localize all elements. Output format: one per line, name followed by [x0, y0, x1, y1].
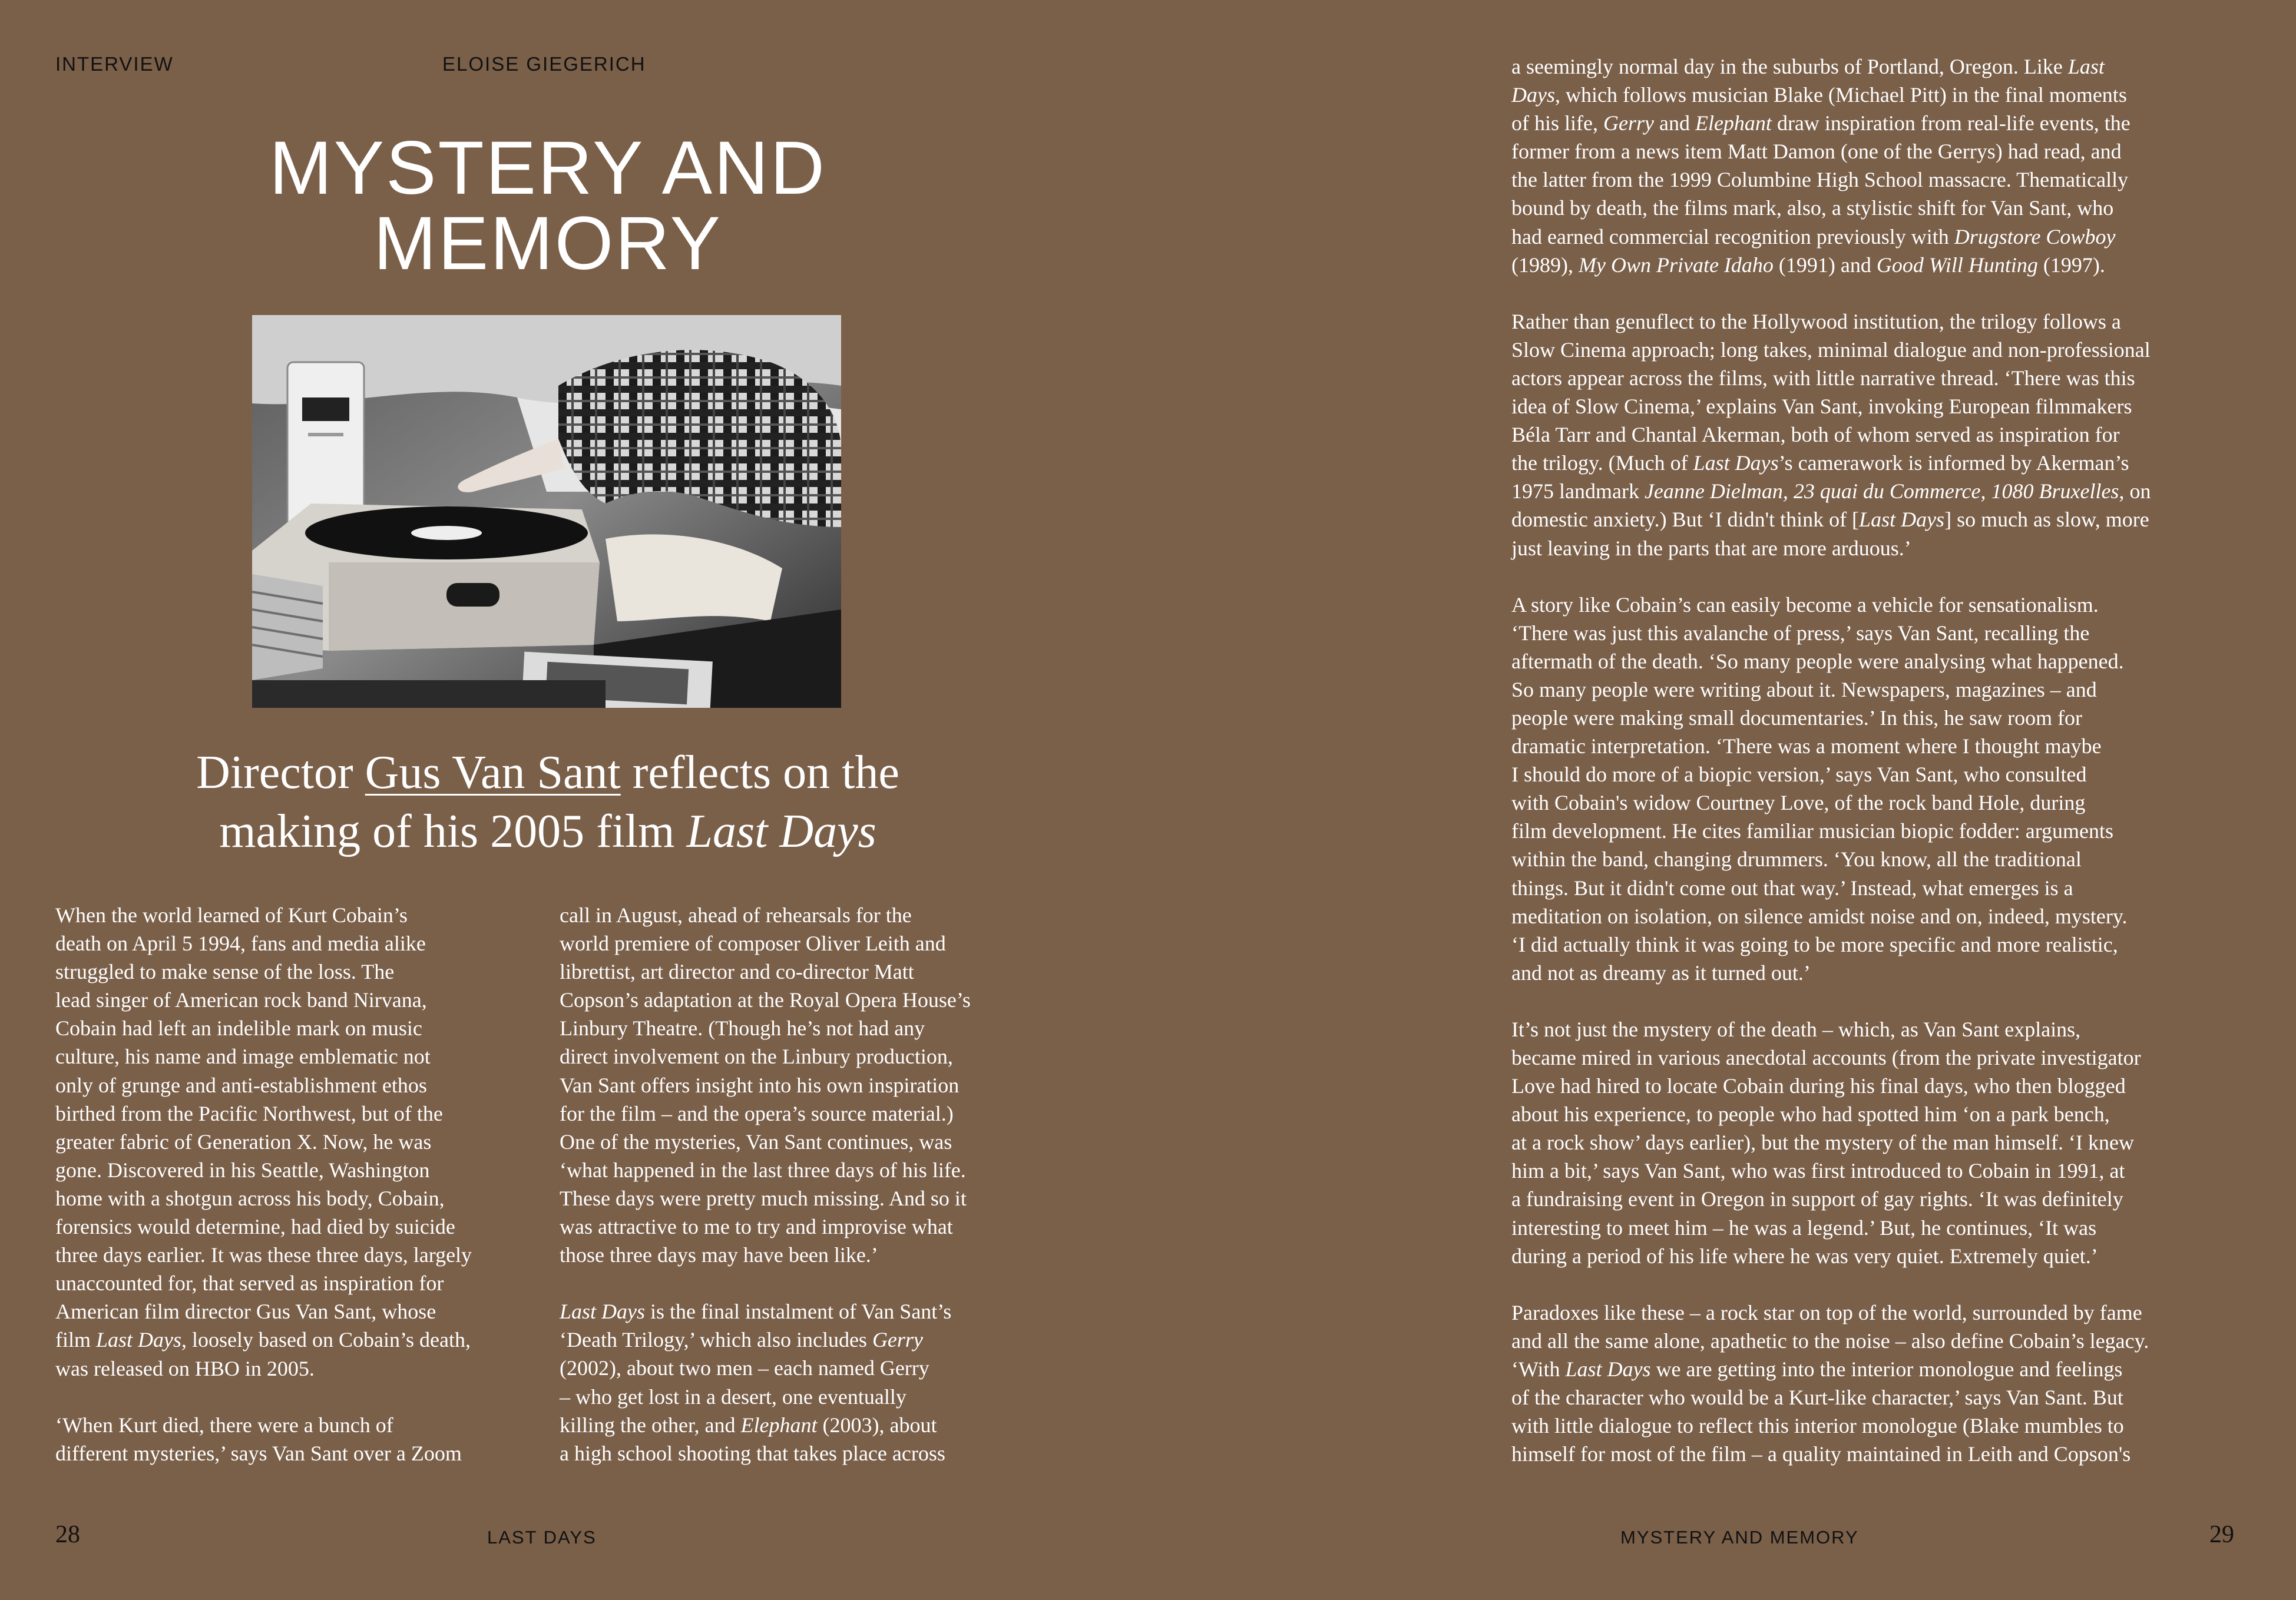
film-title: Last Days — [686, 806, 876, 857]
text-run: about his experience, to people who had spotted him ‘on a park bench, — [1511, 1102, 2110, 1127]
text-run: and not as dreamy as it turned out.’ — [1511, 960, 1811, 985]
text-run: and all the same alone, apathetic to the noise – also define Cobain’s legacy. — [1511, 1329, 2149, 1353]
text-run: Rather than genuflect to the Hollywood institution, the trilogy follows a — [1511, 309, 2121, 333]
italic-title: Last — [2067, 55, 2105, 78]
text-run: those three days may have been like.’ — [560, 1243, 878, 1267]
body-text-line — [560, 1269, 1043, 1297]
text-run: within the band, changing drummers. ‘You know, all the traditional — [1511, 847, 2082, 872]
text-run: had earned commercial recognition previously with — [1511, 224, 1954, 249]
body-text-line — [1511, 619, 2254, 647]
body-text-line — [1511, 534, 2254, 562]
article-photo — [252, 315, 841, 708]
text-run: culture, his name and image emblematic not — [55, 1045, 431, 1069]
text-run: interesting to meet him – he was a legend.’ But, he continues, ‘It was — [1511, 1215, 2097, 1240]
text-run: was attractive to me to try and improvise what — [560, 1215, 953, 1239]
text-run: Cobain had left an indelible mark on music — [55, 1016, 422, 1041]
deck-line-1: Director Gus Van Sant reflects on the — [196, 747, 899, 799]
body-text-line — [560, 1354, 1043, 1382]
text-run: Copson’s adaptation at the Royal Opera House’s — [560, 988, 971, 1012]
text-run: (1991) and — [1773, 253, 1877, 277]
text-run: , loosely based on Cobain’s death, — [181, 1328, 471, 1352]
text-run: librettist, art director and co-director Matt — [560, 960, 914, 984]
text-run: aftermath of the death. ‘So many people were analysing what happened. — [1511, 649, 2124, 673]
body-text-line — [1511, 109, 2254, 137]
body-text-line — [55, 1383, 538, 1411]
body-text-line — [560, 1241, 1043, 1269]
body-text-line — [1511, 675, 2254, 704]
text-run: These days were pretty much missing. And so it — [560, 1186, 967, 1210]
body-text-line — [1511, 760, 2254, 789]
text-run: ‘what happened in the last three days of his life. — [560, 1158, 966, 1182]
text-run: It’s not just the mystery of the death – which, as Van Sant explains, — [1511, 1017, 2081, 1041]
text-run: Paradoxes like these – a rock star on top of the world, surrounded by fame — [1511, 1300, 2142, 1324]
text-run: struggled to make sense of the loss. The — [55, 960, 395, 984]
body-text-line — [1511, 52, 2254, 81]
body-text-line — [1511, 279, 2254, 307]
text-run: we are getting into the interior monologue and feelings — [1650, 1357, 2123, 1381]
text-run: Van Sant offers insight into his own inspiration — [560, 1073, 960, 1097]
body-text-line — [55, 1439, 538, 1468]
body-text-line — [55, 986, 538, 1014]
text-run: ] so much as slow, more — [1944, 508, 2149, 532]
body-text-line — [560, 1326, 1043, 1354]
body-column-3 — [1511, 52, 2254, 1468]
body-text-line — [1511, 1044, 2254, 1072]
italic-title: Last Days — [1859, 508, 1945, 532]
italic-title: Gerry — [1603, 111, 1654, 135]
text-run: I should do more of a biopic version,’ says Van Sant, who consulted — [1511, 763, 2087, 787]
text-run: , which follows musician Blake (Michael Pitt) in the final moments — [1555, 83, 2127, 107]
text-run: idea of Slow Cinema,’ explains Van Sant, invoking European filmmakers — [1511, 395, 2132, 419]
body-text-line — [1511, 732, 2254, 760]
body-text-line — [1511, 562, 2254, 591]
text-run: former from a news item Matt Damon (one of the Gerrys) had read, and — [1511, 140, 2122, 164]
text-run: lead singer of American rock band Nirvana, — [55, 988, 427, 1012]
body-text-line — [55, 1297, 538, 1326]
text-run: (2003), about — [817, 1413, 937, 1437]
text-run: a seemingly normal day in the suburbs of Portland, Oregon. Like — [1511, 55, 2068, 78]
text-run: draw inspiration from real-life events, the — [1771, 111, 2130, 135]
body-text-line — [55, 1042, 538, 1071]
italic-title: Last Days — [1693, 451, 1779, 475]
body-text-line — [1511, 307, 2254, 336]
body-text-line — [560, 1411, 1043, 1439]
body-text-line — [1511, 845, 2254, 873]
text-run: , on — [2119, 479, 2151, 503]
text-run: the trilogy. (Much of — [1511, 451, 1693, 475]
body-text-line — [55, 901, 538, 929]
text-run: Slow Cinema approach; long takes, minimal dialogue and non-professional — [1511, 337, 2151, 362]
text-run: domestic anxiety.) But ‘I didn't think of [ — [1511, 508, 1860, 532]
text-run: call in August, ahead of rehearsals for the — [560, 903, 912, 927]
italic-title: Last Days — [560, 1300, 646, 1324]
text-run: ‘With — [1511, 1357, 1566, 1381]
body-text-line — [560, 1099, 1043, 1128]
body-text-line — [560, 1128, 1043, 1156]
italic-title: Good Will Hunting — [1876, 253, 2038, 277]
text-run: at a rock show’ days earlier), but the mystery of the man himself. ‘I knew — [1511, 1131, 2134, 1155]
text-run: A story like Cobain’s can easily become a vehicle for sensationalism. — [1511, 592, 2099, 617]
italic-title: Jeanne Dielman, 23 quai du Commerce, 1080 Bruxelles — [1644, 479, 2119, 503]
body-text-line — [55, 1156, 538, 1184]
body-text-line — [1511, 505, 2254, 534]
body-text-line — [1511, 1242, 2254, 1270]
text-run: ‘There was just this avalanche of press,’ says Van Sant, recalling the — [1511, 621, 2090, 645]
body-text-line — [55, 1099, 538, 1128]
text-run: with little dialogue to reflect this interior monologue (Blake mumbles to — [1511, 1414, 2124, 1438]
body-text-line — [1511, 336, 2254, 364]
text-run: things. But it didn't come out that way.’ Instead, what emerges is a — [1511, 876, 2073, 900]
body-text-line — [1511, 165, 2254, 194]
body-text-line — [55, 1184, 538, 1213]
deck-line-2: making of his 2005 film Last Days — [219, 806, 876, 857]
text-run: When the world learned of Kurt Cobain’s — [55, 903, 408, 927]
text-run: killing the other, and — [560, 1413, 741, 1437]
text-run: 1975 landmark — [1511, 479, 1645, 503]
text-run: became mired in various anecdotal accounts (from the private investigator — [1511, 1046, 2141, 1069]
text-run: and — [1653, 111, 1695, 135]
body-text-line — [560, 1042, 1043, 1071]
text-run: is the final instalment of Van Sant’s — [645, 1300, 952, 1324]
text-run: Béla Tarr and Chantal Akerman, both of whom served as inspiration for — [1511, 423, 2120, 447]
article-title — [194, 126, 901, 286]
page-number-left: 28 — [55, 1521, 80, 1548]
body-text-line — [55, 1241, 538, 1269]
body-text-line — [1511, 1298, 2254, 1327]
body-text-line — [1511, 1185, 2254, 1213]
body-text-line — [1511, 1100, 2254, 1128]
text-run: himself for most of the film – a quality maintained in Leith and Copson's — [1511, 1442, 2131, 1466]
text-run: meditation on isolation, on silence amidst noise and on, indeed, mystery. — [1511, 904, 2128, 928]
text-run: dramatic interpretation. ‘There was a moment where I thought maybe — [1511, 734, 2102, 758]
body-column-2 — [560, 901, 1043, 1468]
body-text-line — [1511, 704, 2254, 732]
text-run: of his life, — [1511, 111, 1603, 135]
text-run: American film director Gus Van Sant, whose — [55, 1300, 436, 1324]
body-text-line — [560, 929, 1043, 958]
text-run: three days earlier. It was these three days, largely — [55, 1243, 472, 1267]
body-text-line — [1511, 1072, 2254, 1100]
italic-title: Drugstore Cowboy — [1954, 224, 2116, 249]
body-text-line — [1511, 1214, 2254, 1242]
body-text-line — [560, 1439, 1043, 1468]
text-run: – who get lost in a desert, one eventually — [560, 1384, 907, 1409]
body-text-line — [560, 1184, 1043, 1213]
body-text-line — [560, 958, 1043, 986]
body-column-1 — [55, 901, 538, 1468]
text-run: (1989), — [1511, 253, 1579, 277]
body-text-line — [55, 929, 538, 958]
body-text-line — [560, 901, 1043, 929]
body-text-line — [1511, 930, 2254, 959]
text-run: was released on HBO in 2005. — [55, 1356, 315, 1380]
body-text-line — [1511, 194, 2254, 222]
body-text-line — [1511, 647, 2254, 675]
body-text-line — [55, 958, 538, 986]
body-text-line — [1511, 477, 2254, 505]
body-text-line — [560, 1071, 1043, 1099]
italic-title: Elephant — [1695, 111, 1772, 135]
title-line-2: MEMORY — [373, 201, 722, 286]
text-run: actors appear across the films, with little narrative thread. ‘There was this — [1511, 366, 2135, 390]
body-text-line — [1511, 1157, 2254, 1185]
text-run: ’s camerawork is informed by Akerman’s — [1778, 451, 2129, 475]
body-text-line — [1511, 449, 2254, 477]
italic-title: Last Days — [96, 1328, 182, 1352]
text-run: the latter from the 1999 Columbine High School massacre. Thematically — [1511, 168, 2129, 192]
body-text-line — [560, 1156, 1043, 1184]
text-run: (2002), about two men – each named Gerry — [560, 1356, 929, 1380]
body-text-line — [55, 1071, 538, 1099]
body-text-line — [1511, 1383, 2254, 1412]
italic-title: Days — [1511, 83, 1555, 107]
text-run: a high school shooting that takes place across — [560, 1441, 945, 1465]
body-text-line — [1511, 959, 2254, 987]
body-text-line — [560, 1383, 1043, 1411]
body-text-line — [55, 1354, 538, 1383]
text-run: world premiere of composer Oliver Leith and — [560, 932, 946, 956]
text-run: forensics would determine, had died by suicide — [55, 1215, 455, 1239]
body-text-line — [1511, 420, 2254, 449]
text-run: unaccounted for, that served as inspiration for — [55, 1271, 444, 1296]
body-text-line — [55, 1269, 538, 1297]
body-text-line — [55, 1014, 538, 1042]
text-run: direct involvement on the Linbury production, — [560, 1045, 953, 1069]
body-text-line — [1511, 223, 2254, 251]
section-label: INTERVIEW — [55, 53, 174, 75]
body-text-line — [560, 1014, 1043, 1042]
body-text-line — [1511, 591, 2254, 619]
text-run: death on April 5 1994, fans and media alike — [55, 932, 426, 956]
text-run: with Cobain's widow Courtney Love, of the rock band Hole, during — [1511, 791, 2086, 815]
text-run: Love had hired to locate Cobain during his final days, who then blogged — [1511, 1074, 2126, 1098]
body-text-line — [1511, 364, 2254, 392]
text-run: people were making small documentaries.’ In this, he saw room for — [1511, 705, 2083, 730]
body-text-line — [1511, 1440, 2254, 1468]
text-run: a fundraising event in Oregon in support of gay rights. ‘It was definitely — [1511, 1187, 2123, 1211]
text-run: film development. He cites familiar musician biopic fodder: arguments — [1511, 819, 2114, 843]
body-text-line — [1511, 1355, 2254, 1383]
body-text-line — [1511, 817, 2254, 845]
text-run: home with a shotgun across his body, Cobain, — [55, 1186, 445, 1210]
text-run: So many people were writing about it. Newspapers, magazines – and — [1511, 677, 2097, 701]
body-text-line — [1511, 1015, 2254, 1044]
text-run: bound by death, the films mark, also, a stylistic shift for Van Sant, who — [1511, 196, 2114, 220]
text-run: different mysteries,’ says Van Sant over a Zoom — [55, 1441, 462, 1465]
text-run: during a period of his life where he was very quiet. Extremely quiet.’ — [1511, 1244, 2098, 1268]
text-run: ‘I did actually think it was going to be more specific and more realistic, — [1511, 932, 2118, 956]
page-number-right: 29 — [2209, 1521, 2234, 1548]
text-run: of the character who would be a Kurt-like character,’ says Van Sant. But — [1511, 1386, 2123, 1410]
text-run: ‘When Kurt died, there were a bunch of — [55, 1413, 393, 1437]
running-footer-left: LAST DAYS — [487, 1527, 597, 1548]
text-run: film — [55, 1328, 96, 1352]
body-text-line — [1511, 81, 2254, 109]
text-run: just leaving in the parts that are more arduous.’ — [1511, 536, 1911, 560]
body-text-line — [1511, 902, 2254, 930]
text-run: (1997). — [2037, 253, 2105, 277]
body-text-line — [1511, 392, 2254, 420]
author-byline: ELOISE GIEGERICH — [442, 53, 646, 75]
body-text-line — [1511, 1412, 2254, 1440]
italic-title: Elephant — [740, 1413, 818, 1437]
text-run: One of the mysteries, Van Sant continues, was — [560, 1129, 952, 1154]
body-text-line — [55, 1411, 538, 1439]
body-text-line — [1511, 1128, 2254, 1157]
body-text-line — [1511, 251, 2254, 279]
body-text-line — [1511, 1327, 2254, 1355]
italic-title: Last Days — [1565, 1357, 1651, 1381]
italic-title: My Own Private Idaho — [1578, 253, 1774, 277]
text-run: greater fabric of Generation X. Now, he was — [55, 1129, 432, 1154]
text-run: him a bit,’ says Van Sant, who was first introduced to Cobain in 1991, at — [1511, 1159, 2125, 1183]
body-text-line — [560, 1297, 1043, 1326]
body-text-line — [55, 1213, 538, 1241]
body-text-line — [1511, 1270, 2254, 1298]
body-text-line — [560, 1213, 1043, 1241]
text-run: only of grunge and anti-establishment ethos — [55, 1073, 427, 1097]
body-text-line — [55, 1128, 538, 1156]
director-link[interactable]: Gus Van Sant — [365, 747, 621, 799]
title-line-1: MYSTERY AND — [269, 126, 826, 210]
italic-title: Gerry — [872, 1328, 923, 1352]
text-run: Linbury Theatre. (Though he’s not had any — [560, 1016, 925, 1041]
body-text-line — [1511, 789, 2254, 817]
body-text-line — [560, 986, 1043, 1014]
body-text-line — [1511, 874, 2254, 902]
text-run: birthed from the Pacific Northwest, but of the — [55, 1101, 443, 1125]
body-text-line — [1511, 987, 2254, 1015]
article-deck — [135, 743, 960, 861]
text-run: gone. Discovered in his Seattle, Washington — [55, 1158, 430, 1182]
text-run: ‘Death Trilogy,’ which also includes — [560, 1328, 872, 1352]
body-text-line — [1511, 137, 2254, 165]
running-footer-right: MYSTERY AND MEMORY — [1620, 1527, 1859, 1548]
body-text-line — [55, 1326, 538, 1354]
text-run: for the film – and the opera’s source material.) — [560, 1101, 954, 1125]
